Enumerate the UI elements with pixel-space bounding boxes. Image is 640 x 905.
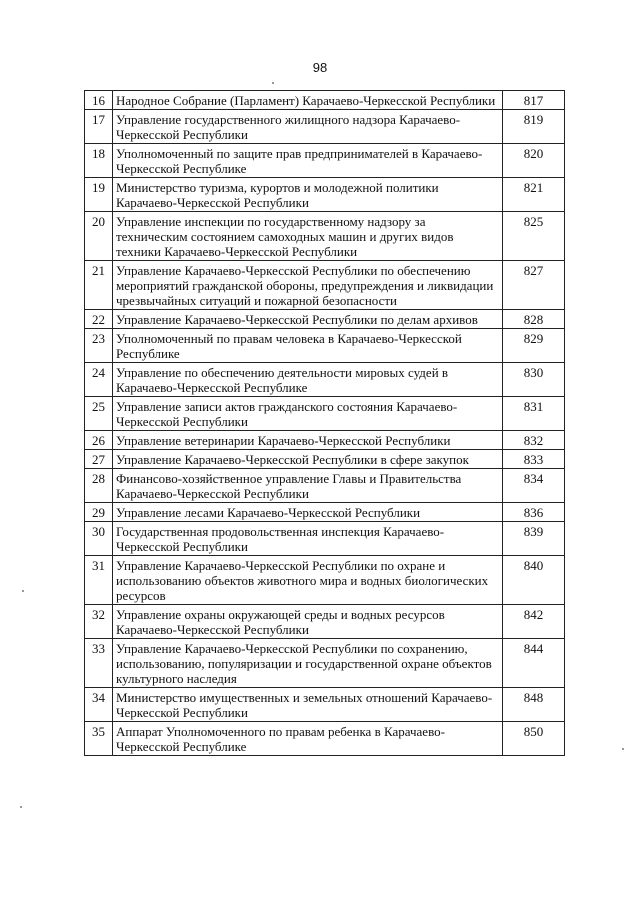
organization-name-cell: Министерство имущественных и земельных отношений Карачаево-Черкесской Республики xyxy=(113,688,503,722)
scan-speck xyxy=(622,748,624,750)
row-number-cell: 17 xyxy=(85,110,113,144)
table-row xyxy=(85,503,565,522)
page-number-cell: 830 xyxy=(503,363,565,397)
scan-speck xyxy=(20,806,22,808)
table-row xyxy=(85,329,565,363)
organization-name-cell: Народное Собрание (Парламент) Карачаево-Черкесской Республики xyxy=(113,91,503,110)
contents-table xyxy=(84,90,565,756)
row-number-cell: 29 xyxy=(85,503,113,522)
row-number-cell: 21 xyxy=(85,261,113,310)
table-row xyxy=(85,605,565,639)
scan-speck xyxy=(22,590,24,592)
page-number-cell: 839 xyxy=(503,522,565,556)
page-number-cell: 817 xyxy=(503,91,565,110)
table-row xyxy=(85,110,565,144)
organization-name-cell: Уполномоченный по защите прав предпринимателей в Карачаево-Черкесской Республике xyxy=(113,144,503,178)
page-number-cell: 828 xyxy=(503,310,565,329)
page-number-cell: 827 xyxy=(503,261,565,310)
organization-name-cell: Финансово-хозяйственное управление Главы и Правительства Карачаево-Черкесской Республики xyxy=(113,469,503,503)
table-row xyxy=(85,431,565,450)
row-number-cell: 20 xyxy=(85,212,113,261)
page-number-cell: 834 xyxy=(503,469,565,503)
organization-name-cell: Управление Карачаево-Черкесской Республики по сохранению, использованию, популяризации и государственной охране объектов культурного наследия xyxy=(113,639,503,688)
table-row xyxy=(85,469,565,503)
row-number-cell: 34 xyxy=(85,688,113,722)
row-number-cell: 26 xyxy=(85,431,113,450)
table-row xyxy=(85,363,565,397)
page-number: 98 xyxy=(312,60,328,75)
organization-name-cell: Государственная продовольственная инспекция Карачаево-Черкесской Республики xyxy=(113,522,503,556)
organization-name-cell: Управление лесами Карачаево-Черкесской Республики xyxy=(113,503,503,522)
row-number-cell: 16 xyxy=(85,91,113,110)
table-row xyxy=(85,91,565,110)
organization-name-cell: Министерство туризма, курортов и молодежной политики Карачаево-Черкесской Республики xyxy=(113,178,503,212)
organization-name-cell: Уполномоченный по правам человека в Карачаево-Черкесской Республике xyxy=(113,329,503,363)
row-number-cell: 22 xyxy=(85,310,113,329)
page-number-cell: 829 xyxy=(503,329,565,363)
row-number-cell: 25 xyxy=(85,397,113,431)
row-number-cell: 33 xyxy=(85,639,113,688)
table-row xyxy=(85,522,565,556)
page-number-cell: 844 xyxy=(503,639,565,688)
page-number-cell: 833 xyxy=(503,450,565,469)
table-row xyxy=(85,310,565,329)
table-row xyxy=(85,639,565,688)
page-number-cell: 821 xyxy=(503,178,565,212)
scan-speck xyxy=(272,82,274,84)
page-number-cell: 836 xyxy=(503,503,565,522)
row-number-cell: 18 xyxy=(85,144,113,178)
table-row xyxy=(85,178,565,212)
row-number-cell: 27 xyxy=(85,450,113,469)
row-number-cell: 19 xyxy=(85,178,113,212)
page-number-cell: 831 xyxy=(503,397,565,431)
organization-name-cell: Управление инспекции по государственному надзору за техническим состоянием самоходных машин и других видов техники Карачаево-Черкесской Республики xyxy=(113,212,503,261)
table-row xyxy=(85,261,565,310)
page-number-cell: 840 xyxy=(503,556,565,605)
organization-name-cell: Управление государственного жилищного надзора Карачаево-Черкесской Республики xyxy=(113,110,503,144)
row-number-cell: 30 xyxy=(85,522,113,556)
organization-name-cell: Управление Карачаево-Черкесской Республики в сфере закупок xyxy=(113,450,503,469)
row-number-cell: 28 xyxy=(85,469,113,503)
organization-name-cell: Управление Карачаево-Черкесской Республики по делам архивов xyxy=(113,310,503,329)
row-number-cell: 24 xyxy=(85,363,113,397)
organization-name-cell: Управление по обеспечению деятельности мировых судей в Карачаево-Черкесской Республике xyxy=(113,363,503,397)
table-row xyxy=(85,556,565,605)
organization-name-cell: Управление Карачаево-Черкесской Республики по обеспечению мероприятий гражданской обороны, предупреждения и ликвидации чрезвычайных ситуаций и пожарной безопасности xyxy=(113,261,503,310)
page-number-cell: 832 xyxy=(503,431,565,450)
page-number-cell: 820 xyxy=(503,144,565,178)
table-row xyxy=(85,144,565,178)
contents-table-body xyxy=(85,91,565,756)
page-number-cell: 842 xyxy=(503,605,565,639)
table-row xyxy=(85,450,565,469)
page-number-cell: 819 xyxy=(503,110,565,144)
organization-name-cell: Управление охраны окружающей среды и водных ресурсов Карачаево-Черкесской Республики xyxy=(113,605,503,639)
organization-name-cell: Управление Карачаево-Черкесской Республики по охране и использованию объектов животного мира и водных биологических ресурсов xyxy=(113,556,503,605)
organization-name-cell: Управление ветеринарии Карачаево-Черкесской Республики xyxy=(113,431,503,450)
table-row xyxy=(85,722,565,756)
organization-name-cell: Управление записи актов гражданского состояния Карачаево-Черкесской Республики xyxy=(113,397,503,431)
table-row xyxy=(85,688,565,722)
page-number-cell: 825 xyxy=(503,212,565,261)
row-number-cell: 23 xyxy=(85,329,113,363)
row-number-cell: 31 xyxy=(85,556,113,605)
table-row xyxy=(85,397,565,431)
row-number-cell: 32 xyxy=(85,605,113,639)
page-number-cell: 850 xyxy=(503,722,565,756)
table-row xyxy=(85,212,565,261)
organization-name-cell: Аппарат Уполномоченного по правам ребенка в Карачаево-Черкесской Республике xyxy=(113,722,503,756)
row-number-cell: 35 xyxy=(85,722,113,756)
page-number-cell: 848 xyxy=(503,688,565,722)
